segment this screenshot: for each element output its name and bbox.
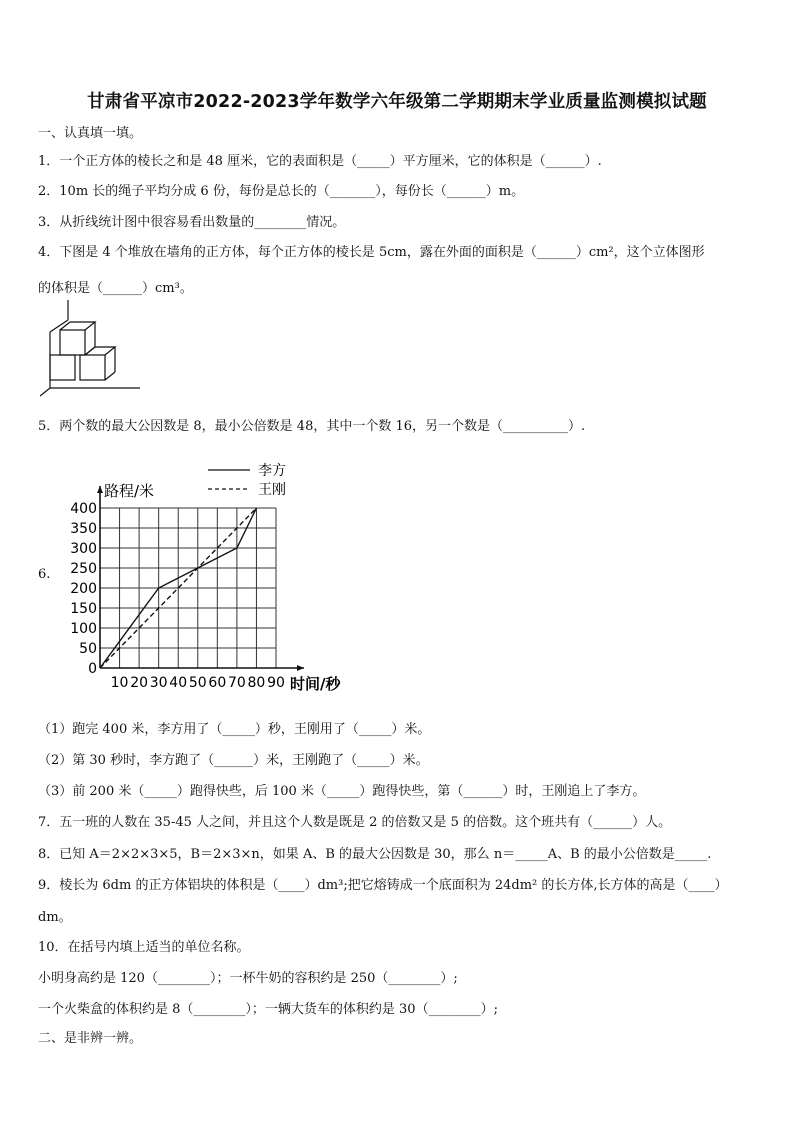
y-tick-label: 100 [70, 621, 97, 637]
question-6-part-3: （3）前 200 米（_____）跑得快些，后 100 米（_____）跑得快些，第（______）时，王刚追上了李方。 [38, 784, 646, 799]
y-tick-label: 300 [70, 541, 97, 557]
question-2: 2．10m 长的绳子平均分成 6 份，每份是总长的（_______），每份长（______）m。 [38, 184, 525, 199]
question-10-a: 小明身高约是 120（________）；一杯牛奶的容积约是 250（________）; [38, 971, 458, 986]
y-tick-label: 150 [70, 601, 97, 617]
page-title: 甘肃省平凉市2022-2023学年数学六年级第二学期期末学业质量监测模拟试题 [87, 92, 707, 112]
distance-time-chart [60, 456, 360, 696]
question-3: 3．从折线统计图中很容易看出数量的________情况。 [38, 215, 346, 230]
y-tick-label: 50 [79, 641, 97, 657]
section-heading-2: 二、是非辨一辨。 [38, 1031, 143, 1046]
x-tick-label: 60 [208, 675, 227, 691]
question-7: 7．五一班的人数在 35-45 人之间，并且这个人数是既是 2 的倍数又是 5 的倍数。这个班共有（______）人。 [38, 815, 672, 830]
question-10: 10．在括号内填上适当的单位名称。 [38, 940, 250, 955]
y-tick-label: 0 [88, 661, 97, 677]
section-heading-1: 一、认真填一填。 [38, 126, 143, 141]
x-tick-label: 70 [227, 675, 246, 691]
x-axis-label: 时间/秒 [290, 675, 341, 693]
question-4-line-1: 4．下图是 4 个堆放在墙角的正方体，每个正方体的棱长是 5cm，露在外面的面积是（______）cm²，这个立体图形 [38, 245, 705, 260]
question-9-line-1: 9．棱长为 6dm 的正方体铝块的体积是（____）dm³;把它熔铸成一个底面积为 24dm² 的长方体,长方体的高是（____） [38, 878, 728, 893]
y-tick-label: 350 [70, 521, 97, 537]
question-4-line-2: 的体积是（______）cm³。 [38, 281, 193, 296]
x-tick-label: 20 [130, 675, 149, 691]
question-9-line-2: dm。 [38, 910, 72, 925]
x-tick-label: 80 [247, 675, 266, 691]
x-tick-label: 50 [188, 675, 207, 691]
question-10-b: 一个火柴盒的体积约是 8（________）；一辆大货车的体积约是 30（________）; [38, 1002, 498, 1017]
stacked-cubes-figure [40, 300, 150, 400]
x-tick-label: 40 [169, 675, 188, 691]
question-1: 1．一个正方体的棱长之和是 48 厘米，它的表面积是（_____）平方厘米，它的体积是（______）. [38, 154, 602, 169]
question-6-part-2: （2）第 30 秒时，李方跑了（______）米，王刚跑了（_____）米。 [38, 753, 429, 768]
question-6-part-1: （1）跑完 400 米，李方用了（_____）秒，王刚用了（_____）米。 [38, 722, 431, 737]
x-tick-label: 90 [267, 675, 285, 691]
y-tick-label: 250 [70, 561, 97, 577]
legend-label-1: 李方 [258, 463, 286, 479]
question-5: 5．两个数的最大公因数是 8，最小公倍数是 48，其中一个数 16，另一个数是（__________）. [38, 419, 586, 434]
x-axis-arrow [297, 665, 304, 671]
y-axis-label: 路程/米 [104, 482, 155, 500]
x-tick-label: 10 [110, 675, 129, 691]
y-tick-label: 200 [70, 581, 97, 597]
legend-label-2: 王刚 [258, 482, 286, 498]
y-tick-label: 400 [70, 501, 97, 517]
y-axis-arrow [97, 486, 103, 493]
question-8: 8．已知 A＝2×2×3×5，B＝2×3×n，如果 A、B 的最大公因数是 30，那么 n＝_____A、B 的最小公倍数是_____. [38, 847, 712, 862]
question-6-label: 6. [38, 567, 51, 582]
x-tick-label: 30 [149, 675, 168, 691]
